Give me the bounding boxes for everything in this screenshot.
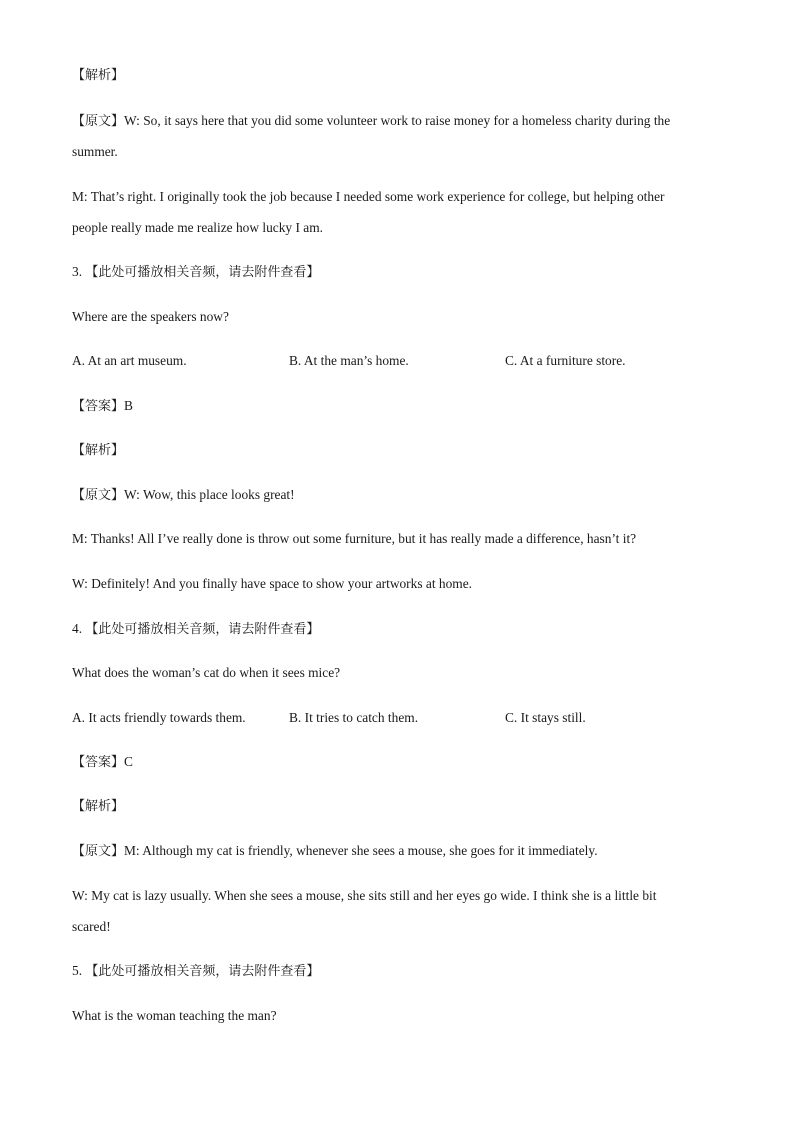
question-text: Where are the speakers now?: [72, 309, 229, 324]
option-b: B. It tries to catch them.: [289, 710, 419, 725]
audio-notice: 【此处可播放相关音频，请去附件查看】: [85, 265, 320, 280]
answer-line: [72, 753, 133, 772]
question-header: [72, 263, 319, 282]
question-number: 5.: [72, 963, 83, 978]
question-header: [72, 620, 319, 639]
answer-value: C: [124, 754, 133, 769]
analysis-heading: 【解析】: [72, 799, 125, 814]
transcript-line: scared!: [72, 919, 111, 934]
question-number: 4.: [72, 621, 83, 636]
analysis-heading: 【解析】: [72, 68, 125, 83]
transcript-line: [72, 842, 598, 861]
question-header: [72, 962, 319, 981]
option-c: C. It stays still.: [505, 710, 586, 725]
question-number: 3.: [72, 264, 83, 279]
answer-tag: 【答案】: [72, 399, 125, 414]
transcript-tag: 【原文】: [72, 114, 125, 129]
option-b: B. At the man’s home.: [289, 353, 409, 368]
option-c: C. At a furniture store.: [505, 353, 626, 368]
transcript-line: summer.: [72, 144, 118, 159]
transcript-line: W: My cat is lazy usually. When she sees a mouse, she sits still and her eyes go wide. I think she is a little bit: [72, 888, 657, 903]
transcript-line: M: Thanks! All I’ve really done is throw out some furniture, but it has really made a difference, hasn’t it?: [72, 531, 637, 546]
analysis-heading: 【解析】: [72, 443, 125, 458]
transcript-line: [72, 112, 670, 131]
audio-notice: 【此处可播放相关音频，请去附件查看】: [85, 622, 320, 637]
question-text: What does the woman’s cat do when it sees mice?: [72, 665, 341, 680]
option-a: A. It acts friendly towards them.: [72, 710, 246, 725]
transcript-line: [72, 486, 295, 505]
answer-line: [72, 397, 133, 416]
transcript-text: M: Although my cat is friendly, whenever she sees a mouse, she goes for it immediately.: [124, 843, 598, 858]
transcript-line: people really made me realize how lucky I am.: [72, 220, 323, 235]
transcript-text: W: So, it says here that you did some volunteer work to raise money for a homeless charity during the: [124, 113, 671, 128]
answer-value: B: [124, 398, 133, 413]
audio-notice: 【此处可播放相关音频，请去附件查看】: [85, 964, 320, 979]
answer-tag: 【答案】: [72, 755, 125, 770]
transcript-text: W: Wow, this place looks great!: [124, 487, 295, 502]
transcript-line: W: Definitely! And you finally have space to show your artworks at home.: [72, 576, 473, 591]
transcript-tag: 【原文】: [72, 844, 125, 859]
transcript-tag: 【原文】: [72, 488, 125, 503]
option-a: A. At an art museum.: [72, 353, 187, 368]
transcript-line: M: That’s right. I originally took the job because I needed some work experience for college, but helping other: [72, 189, 665, 204]
question-text: What is the woman teaching the man?: [72, 1008, 277, 1023]
